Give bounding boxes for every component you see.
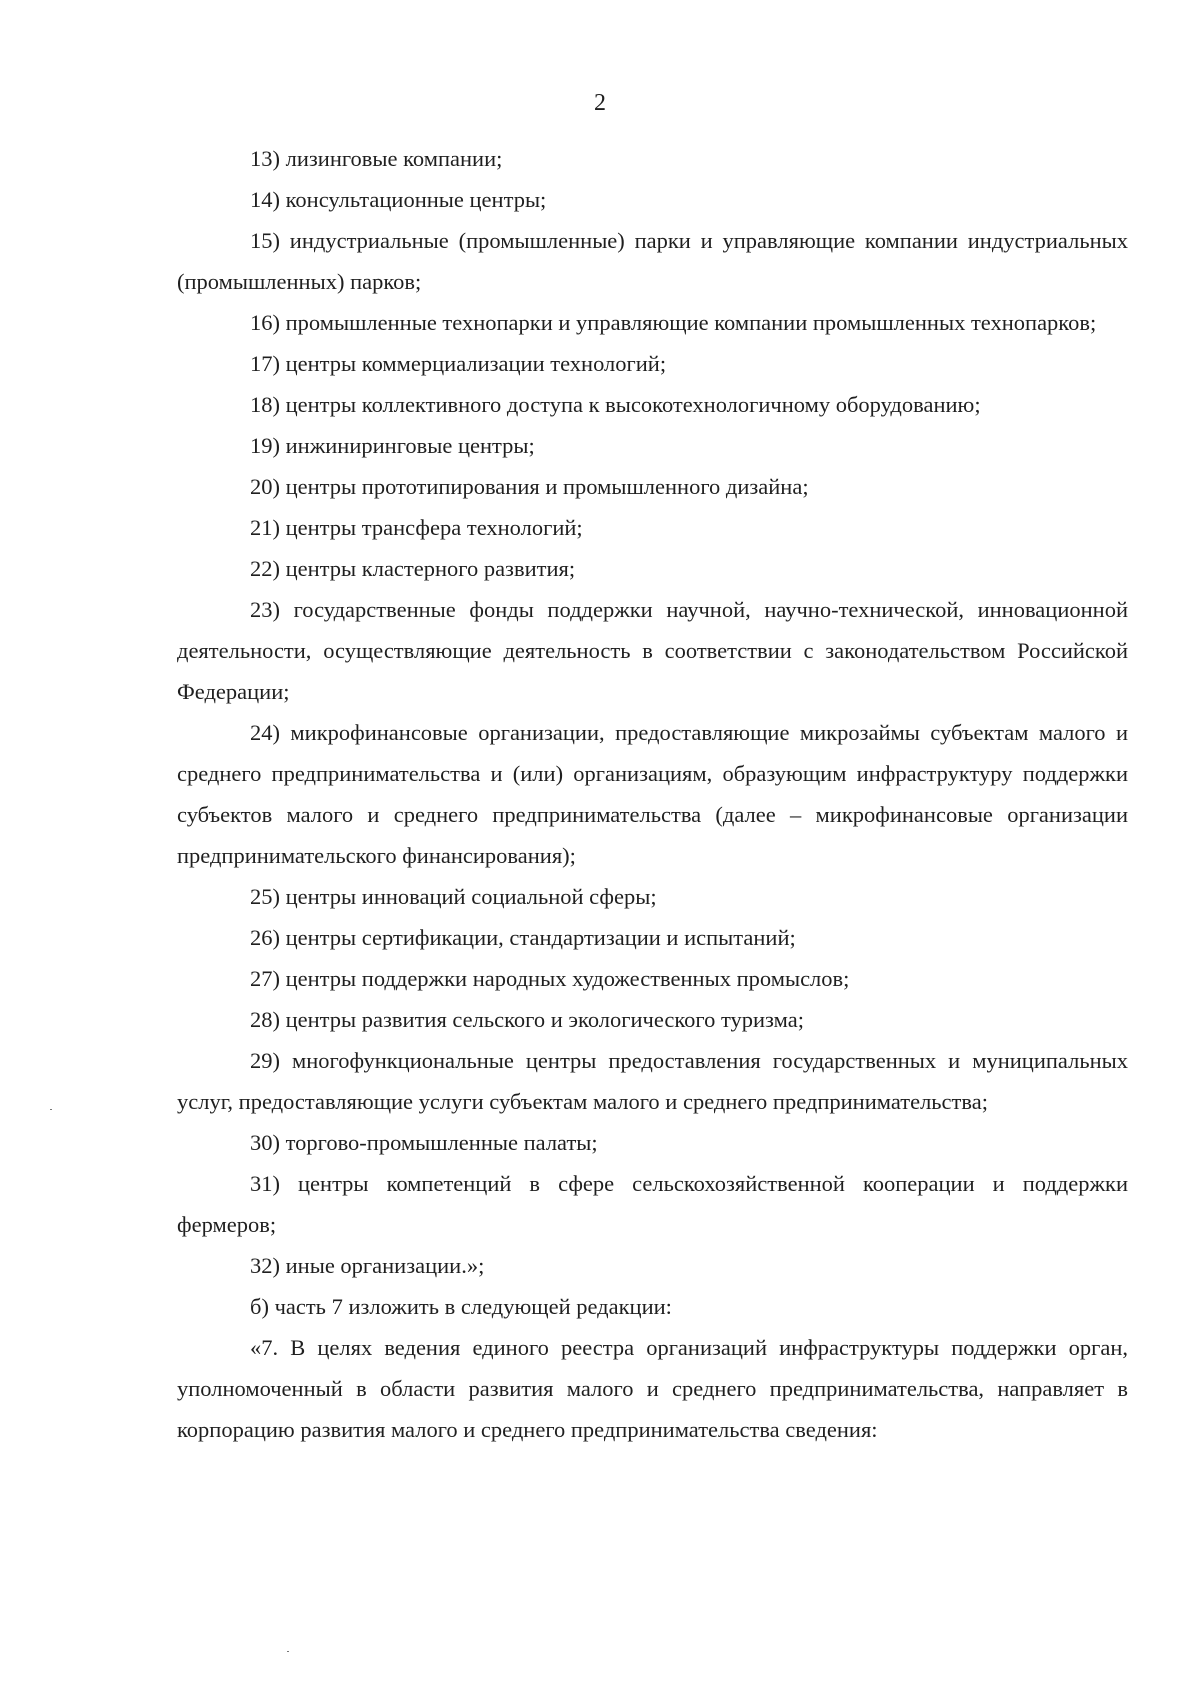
list-item: 31) центры компетенций в сфере сельскохозяйственной кооперации и поддержки фермеров; xyxy=(177,1171,1128,1237)
list-item: 17) центры коммерциализации технологий; xyxy=(250,351,667,376)
list-item: 28) центры развития сельского и экологического туризма; xyxy=(250,1007,804,1032)
list-item: 15) индустриальные (промышленные) парки и управляющие компании индустриальных (промышленных) парков; xyxy=(177,228,1128,294)
list-item: 30) торгово-промышленные палаты; xyxy=(250,1130,598,1155)
amendment-paragraph: «7. В целях ведения единого реестра организаций инфраструктуры поддержки орган, уполномоченный в области развития малого и среднего предпринимательства, направляет в корпорацию развития малого и среднего предпринимательства сведения: xyxy=(177,1335,1128,1442)
page-number: 2 xyxy=(594,90,606,116)
scan-speck xyxy=(287,1651,289,1652)
list-item: 19) инжиниринговые центры; xyxy=(250,433,535,458)
list-item: 24) микрофинансовые организации, предоставляющие микрозаймы субъектам малого и среднего предпринимательства и (или) организациям, образующим инфраструктуру поддержки субъектов малого и среднего предпринимательства (далее – микрофинансовые организации предпринимательского финансирования); xyxy=(177,720,1128,868)
list-item: 32) иные организации.»; xyxy=(250,1253,485,1278)
list-item: 16) промышленные технопарки и управляющие компании промышленных технопарков; xyxy=(250,310,1097,335)
scan-speck xyxy=(50,1109,52,1110)
list-item: 20) центры прототипирования и промышленного дизайна; xyxy=(250,474,809,499)
document-body xyxy=(177,138,1128,1450)
list-item: 22) центры кластерного развития; xyxy=(250,556,576,581)
list-item: 14) консультационные центры; xyxy=(250,187,547,212)
list-item: 27) центры поддержки народных художественных промыслов; xyxy=(250,966,850,991)
list-item: 25) центры инноваций социальной сферы; xyxy=(250,884,657,909)
list-item: 21) центры трансфера технологий; xyxy=(250,515,583,540)
amendment-paragraph: б) часть 7 изложить в следующей редакции: xyxy=(250,1294,672,1319)
list-item: 29) многофункциональные центры предоставления государственных и муниципальных услуг, предоставляющие услуги субъектам малого и среднего предпринимательства; xyxy=(177,1048,1128,1114)
list-item: 23) государственные фонды поддержки научной, научно-технической, инновационной деятельности, осуществляющие деятельность в соответствии с законодательством Российской Федерации; xyxy=(177,597,1128,704)
list-item: 13) лизинговые компании; xyxy=(250,146,503,171)
list-item: 26) центры сертификации, стандартизации и испытаний; xyxy=(250,925,796,950)
list-item: 18) центры коллективного доступа к высокотехнологичному оборудованию; xyxy=(250,392,981,417)
